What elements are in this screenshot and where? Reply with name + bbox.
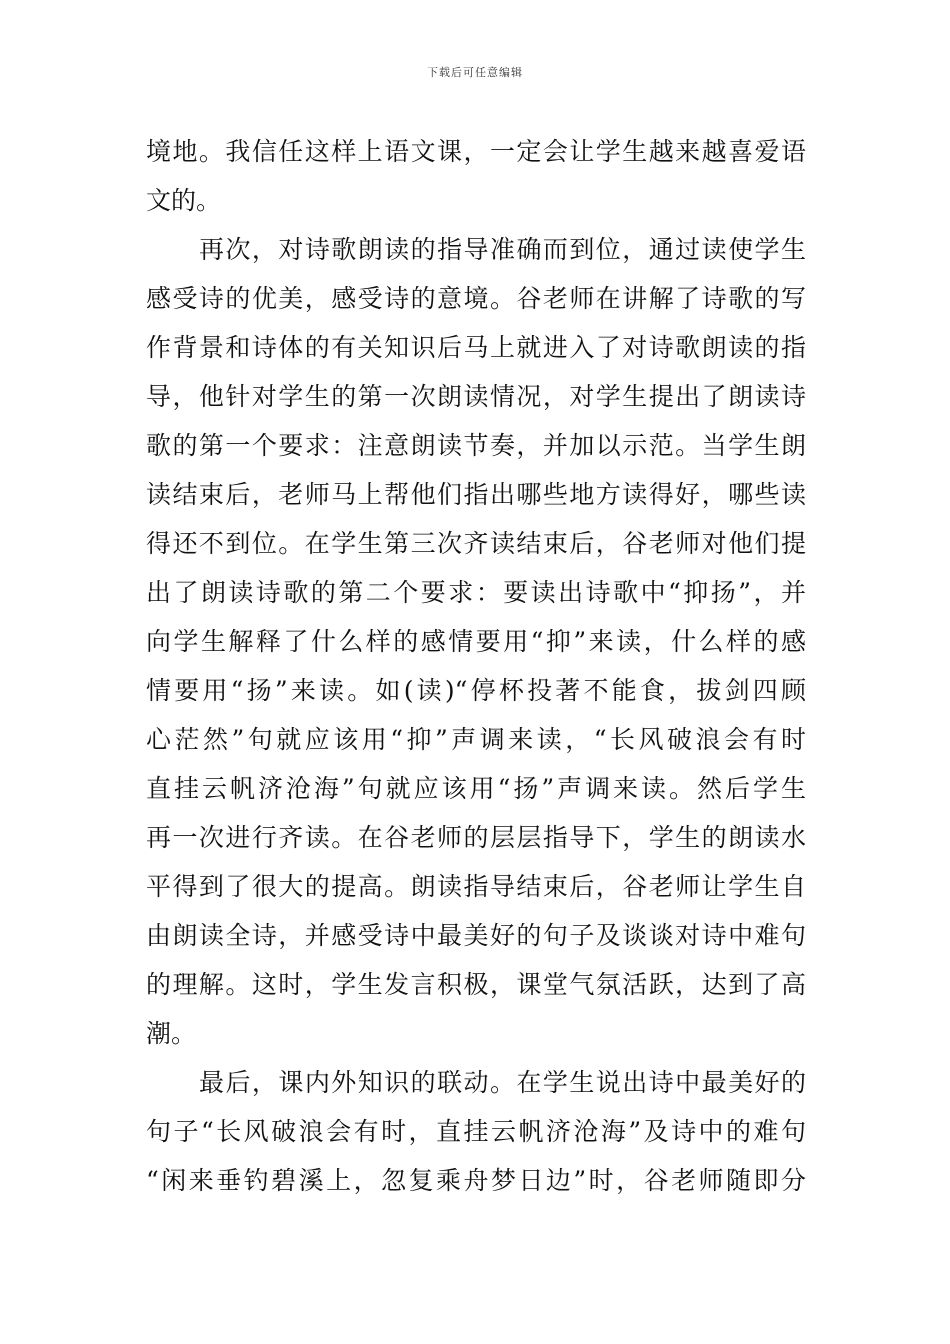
text-line: 平得到了很大的提高。朗读指导结束后，谷老师让学生自 — [146, 872, 806, 901]
text-line: 境地。我信任这样上语文课，一定会让学生越来越喜爱语 — [146, 137, 806, 166]
text-line: 读结束后，老师马上帮他们指出哪些地方读得好，哪些读 — [146, 480, 806, 509]
text-line: 再一次进行齐读。在谷老师的层层指导下，学生的朗读水 — [146, 823, 806, 852]
text-line: 句子“长风破浪会有时，直挂云帆济沧海”及诗中的难句 — [146, 1117, 806, 1146]
text-line: 的理解。这时，学生发言积极，课堂气氛活跃，达到了高 — [146, 970, 806, 999]
text-line: 感受诗的优美，感受诗的意境。谷老师在讲解了诗歌的写 — [146, 284, 806, 313]
page-header: 下载后可任意编辑 — [427, 66, 523, 79]
text-line: 导，他针对学生的第一次朗读情况，对学生提出了朗读诗 — [146, 382, 806, 411]
text-line: 潮。 — [146, 1019, 197, 1048]
text-line: 歌的第一个要求：注意朗读节奏，并加以示范。当学生朗 — [146, 431, 806, 460]
text-line: 得还不到位。在学生第三次齐读结束后，谷老师对他们提 — [146, 529, 806, 558]
text-line: 出了朗读诗歌的第二个要求：要读出诗歌中“抑扬”，并 — [146, 578, 806, 607]
text-line: 最后，课内外知识的联动。在学生说出诗中最美好的 — [199, 1068, 806, 1097]
text-line: 心茫然”句就应该用“抑”声调来读，“长风破浪会有时 — [146, 725, 806, 754]
text-line: 情要用“扬”来读。如(读)“停杯投著不能食，拔剑四顾 — [146, 676, 806, 705]
text-line: “闲来垂钓碧溪上，忽复乘舟梦日边”时，谷老师随即分 — [146, 1166, 806, 1195]
text-line: 作背景和诗体的有关知识后马上就进入了对诗歌朗读的指 — [146, 333, 806, 362]
text-line: 文的。 — [146, 186, 222, 215]
document-body — [146, 127, 806, 1205]
text-line: 向学生解释了什么样的感情要用“抑”来读，什么样的感 — [146, 627, 806, 656]
text-line: 再次，对诗歌朗读的指导准确而到位，通过读使学生 — [199, 235, 806, 264]
text-line: 直挂云帆济沧海”句就应该用“扬”声调来读。然后学生 — [146, 774, 806, 803]
text-line: 由朗读全诗，并感受诗中最美好的句子及谈谈对诗中难句 — [146, 921, 806, 950]
